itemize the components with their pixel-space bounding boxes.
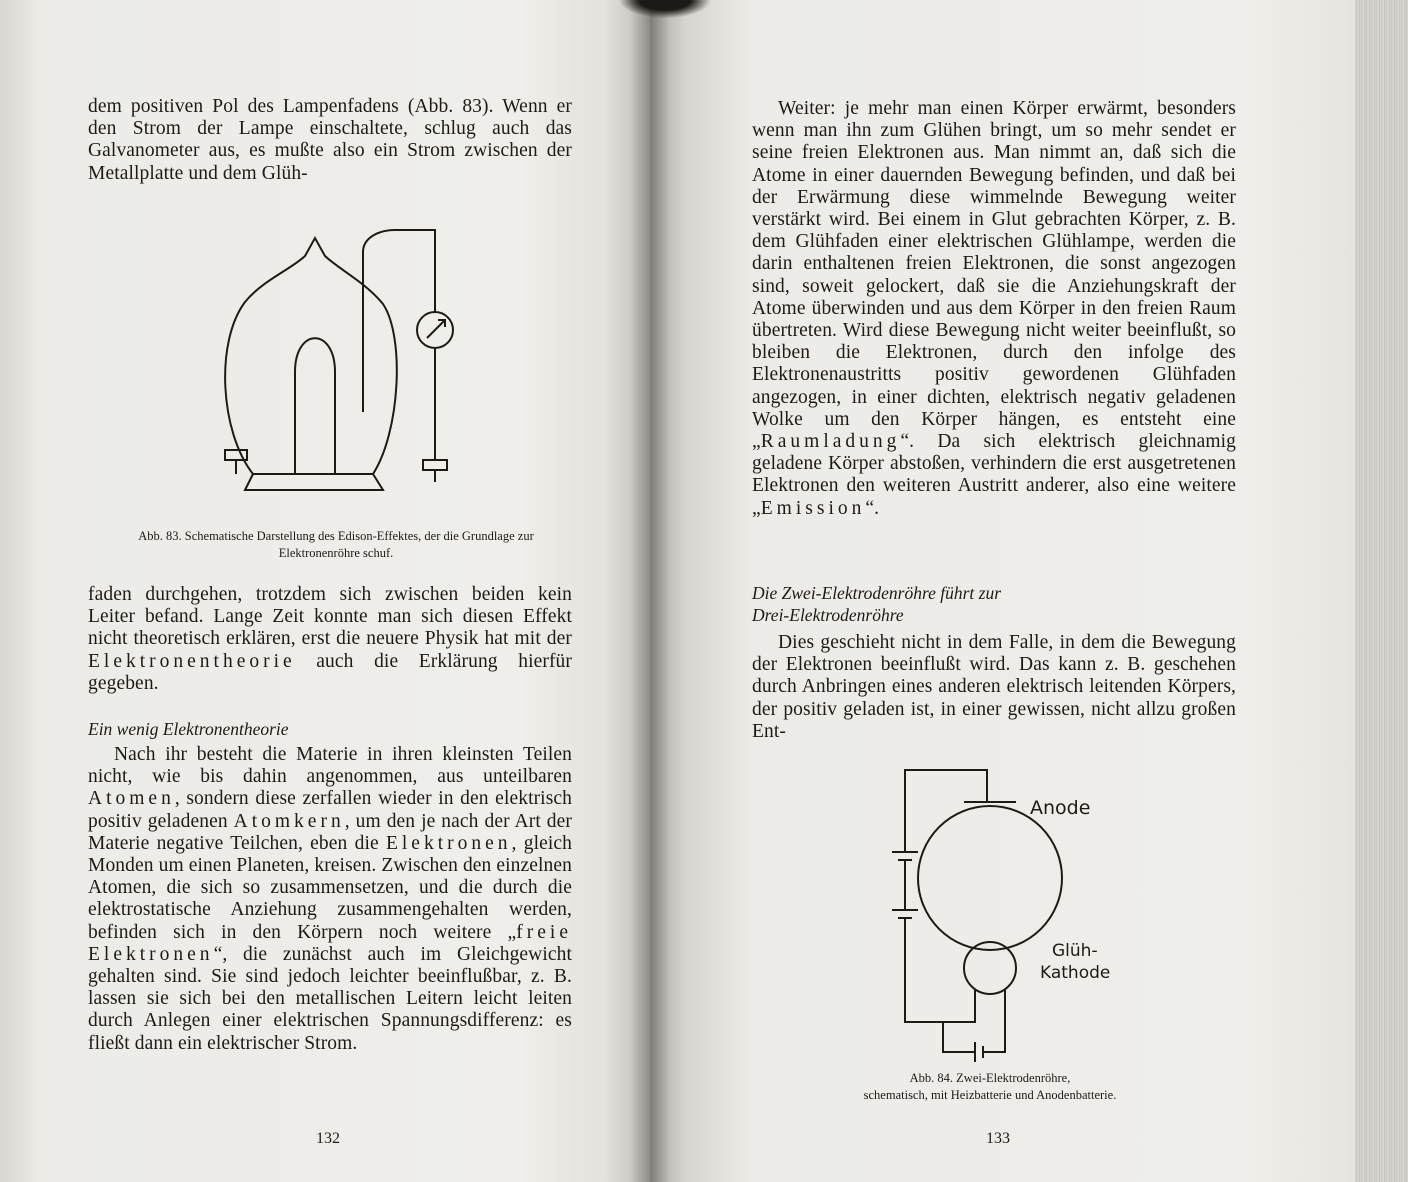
figure-83-caption: Abb. 83. Schematische Darstellung des Edison-Effektes, der die Grundlage zur Elektronenröhre schuf.: [138, 529, 534, 560]
left-page: [0, 0, 650, 1182]
right-page-number: 133: [986, 1130, 1010, 1147]
left-section-heading: Ein wenig Elektronentheorie: [88, 719, 289, 739]
figure-84-two-electrode-tube: [880, 760, 1140, 1070]
spine-top-shadow: [620, 0, 710, 18]
right-paragraph-1: Weiter: je mehr man einen Körper erwärmt, besonders wenn man ihn zum Glühen bringt, um so mehr sendet er seine freien Elektronen aus. Man nimmt an, daß sich die Atome in einer dauernden Bewegung befinden, und daß bei der Erwärmung diese wimmelnde Bewegung weiter verstärkt wird. Bei einem in Glut gebrachten Körper, z. B. dem Glühfaden einer elektrischen Glühlampe, werden die darin enthaltenen freien Elektronen, die sonst angezogen sind, soweit gelockert, daß sie die Anziehungskraft der Atome überwinden und aus dem Körper in den freien Raum übertreten. Wird diese Bewegung nicht weiter beeinflußt, so bleiben die Elektronen, durch den infolge des Elektronenaustritts positiv gewordenen Glühfaden angezogen, in einer dichten, elektrisch negativ geladenen Wolke um den Körper hängen, es entsteht eine „Raumladung“. Da sich elektrisch gleichnamig geladene Körper abstoßen, verhindern die erst ausgetretenen Elektronen den weiteren Austritt anderer, also eine weitere „Emission“.: [752, 98, 1236, 519]
right-heading-line-1: Die Zwei-Elektrodenröhre führt zur: [752, 583, 1002, 603]
figure-83-edison-lamp: [195, 212, 495, 502]
figure-84-caption-line-1: Abb. 84. Zwei-Elektrodenröhre,: [909, 1071, 1071, 1085]
figure-84-caption: [780, 1070, 1200, 1104]
left-paragraph-2: faden durchgehen, trotzdem sich zwischen beiden kein Leiter befand. Lange Zeit konnte man sich diesen Effekt nicht theoretisch erklären, erst die neuere Physik hat mit der Elektronentheorie auch die Erklärung hierfür gegeben.: [88, 584, 572, 694]
anode-label: Anode: [1030, 797, 1091, 819]
right-section-heading: [752, 582, 1236, 626]
left-paragraph-3: Nach ihr besteht die Materie in ihren kleinsten Teilen nicht, wie bis dahin angenommen, aus unteilbaren Atomen, sondern diese zerfallen wieder in den elektrisch positiv geladenen Atomkern, um den je nach der Art der Materie negative Teilchen, eben die Elektronen, gleich Monden um einen Planeten, kreisen. Zwischen den einzelnen Atomen, die sich so zusammensetzen, und die durch die elektrostatische Anziehung zusammengehalten werden, befinden sich in den Körpern noch weitere „freie Elektronen“, die zunächst auch im Gleichgewicht gehalten sind. Sie sind jedoch leichter beeinflußbar, z. B. lassen sie sich bei den metallischen Leitern leicht leiten durch Anlegen einer elektrischen Spannungsdifferenz: es fließt dann ein elektrischer Strom.: [88, 744, 572, 1054]
right-paragraph-2: Dies geschieht nicht in dem Falle, in dem die Bewegung der Elektronen beeinflußt wird. Das kann z. B. geschehen durch Anbringen eines anderen elektrisch leitenden Körpers, der positiv geladen ist, in einer gewissen, nicht allzu großen Ent-: [752, 632, 1236, 742]
right-heading-line-2: Drei-Elektrodenröhre: [752, 605, 904, 625]
cathode-label-line-1: Glüh-: [1052, 941, 1098, 961]
tube-envelope: [918, 806, 1062, 950]
cathode-label-line-2: Kathode: [1040, 963, 1111, 983]
spine-shadow: [630, 0, 670, 1182]
figure-84-caption-line-2: schematisch, mit Heizbatterie und Anodenbatterie.: [863, 1088, 1117, 1102]
left-page-number: 132: [316, 1130, 340, 1147]
right-page: [650, 0, 1355, 1182]
page-edges: [1355, 0, 1408, 1182]
left-paragraph-1: dem positiven Pol des Lampenfadens (Abb. 83). Wenn er den Strom der Lampe einschaltete, schlug auch das Galvanometer aus, es mußte also ein Strom zwischen der Metallplatte und dem Glüh-: [88, 96, 572, 184]
